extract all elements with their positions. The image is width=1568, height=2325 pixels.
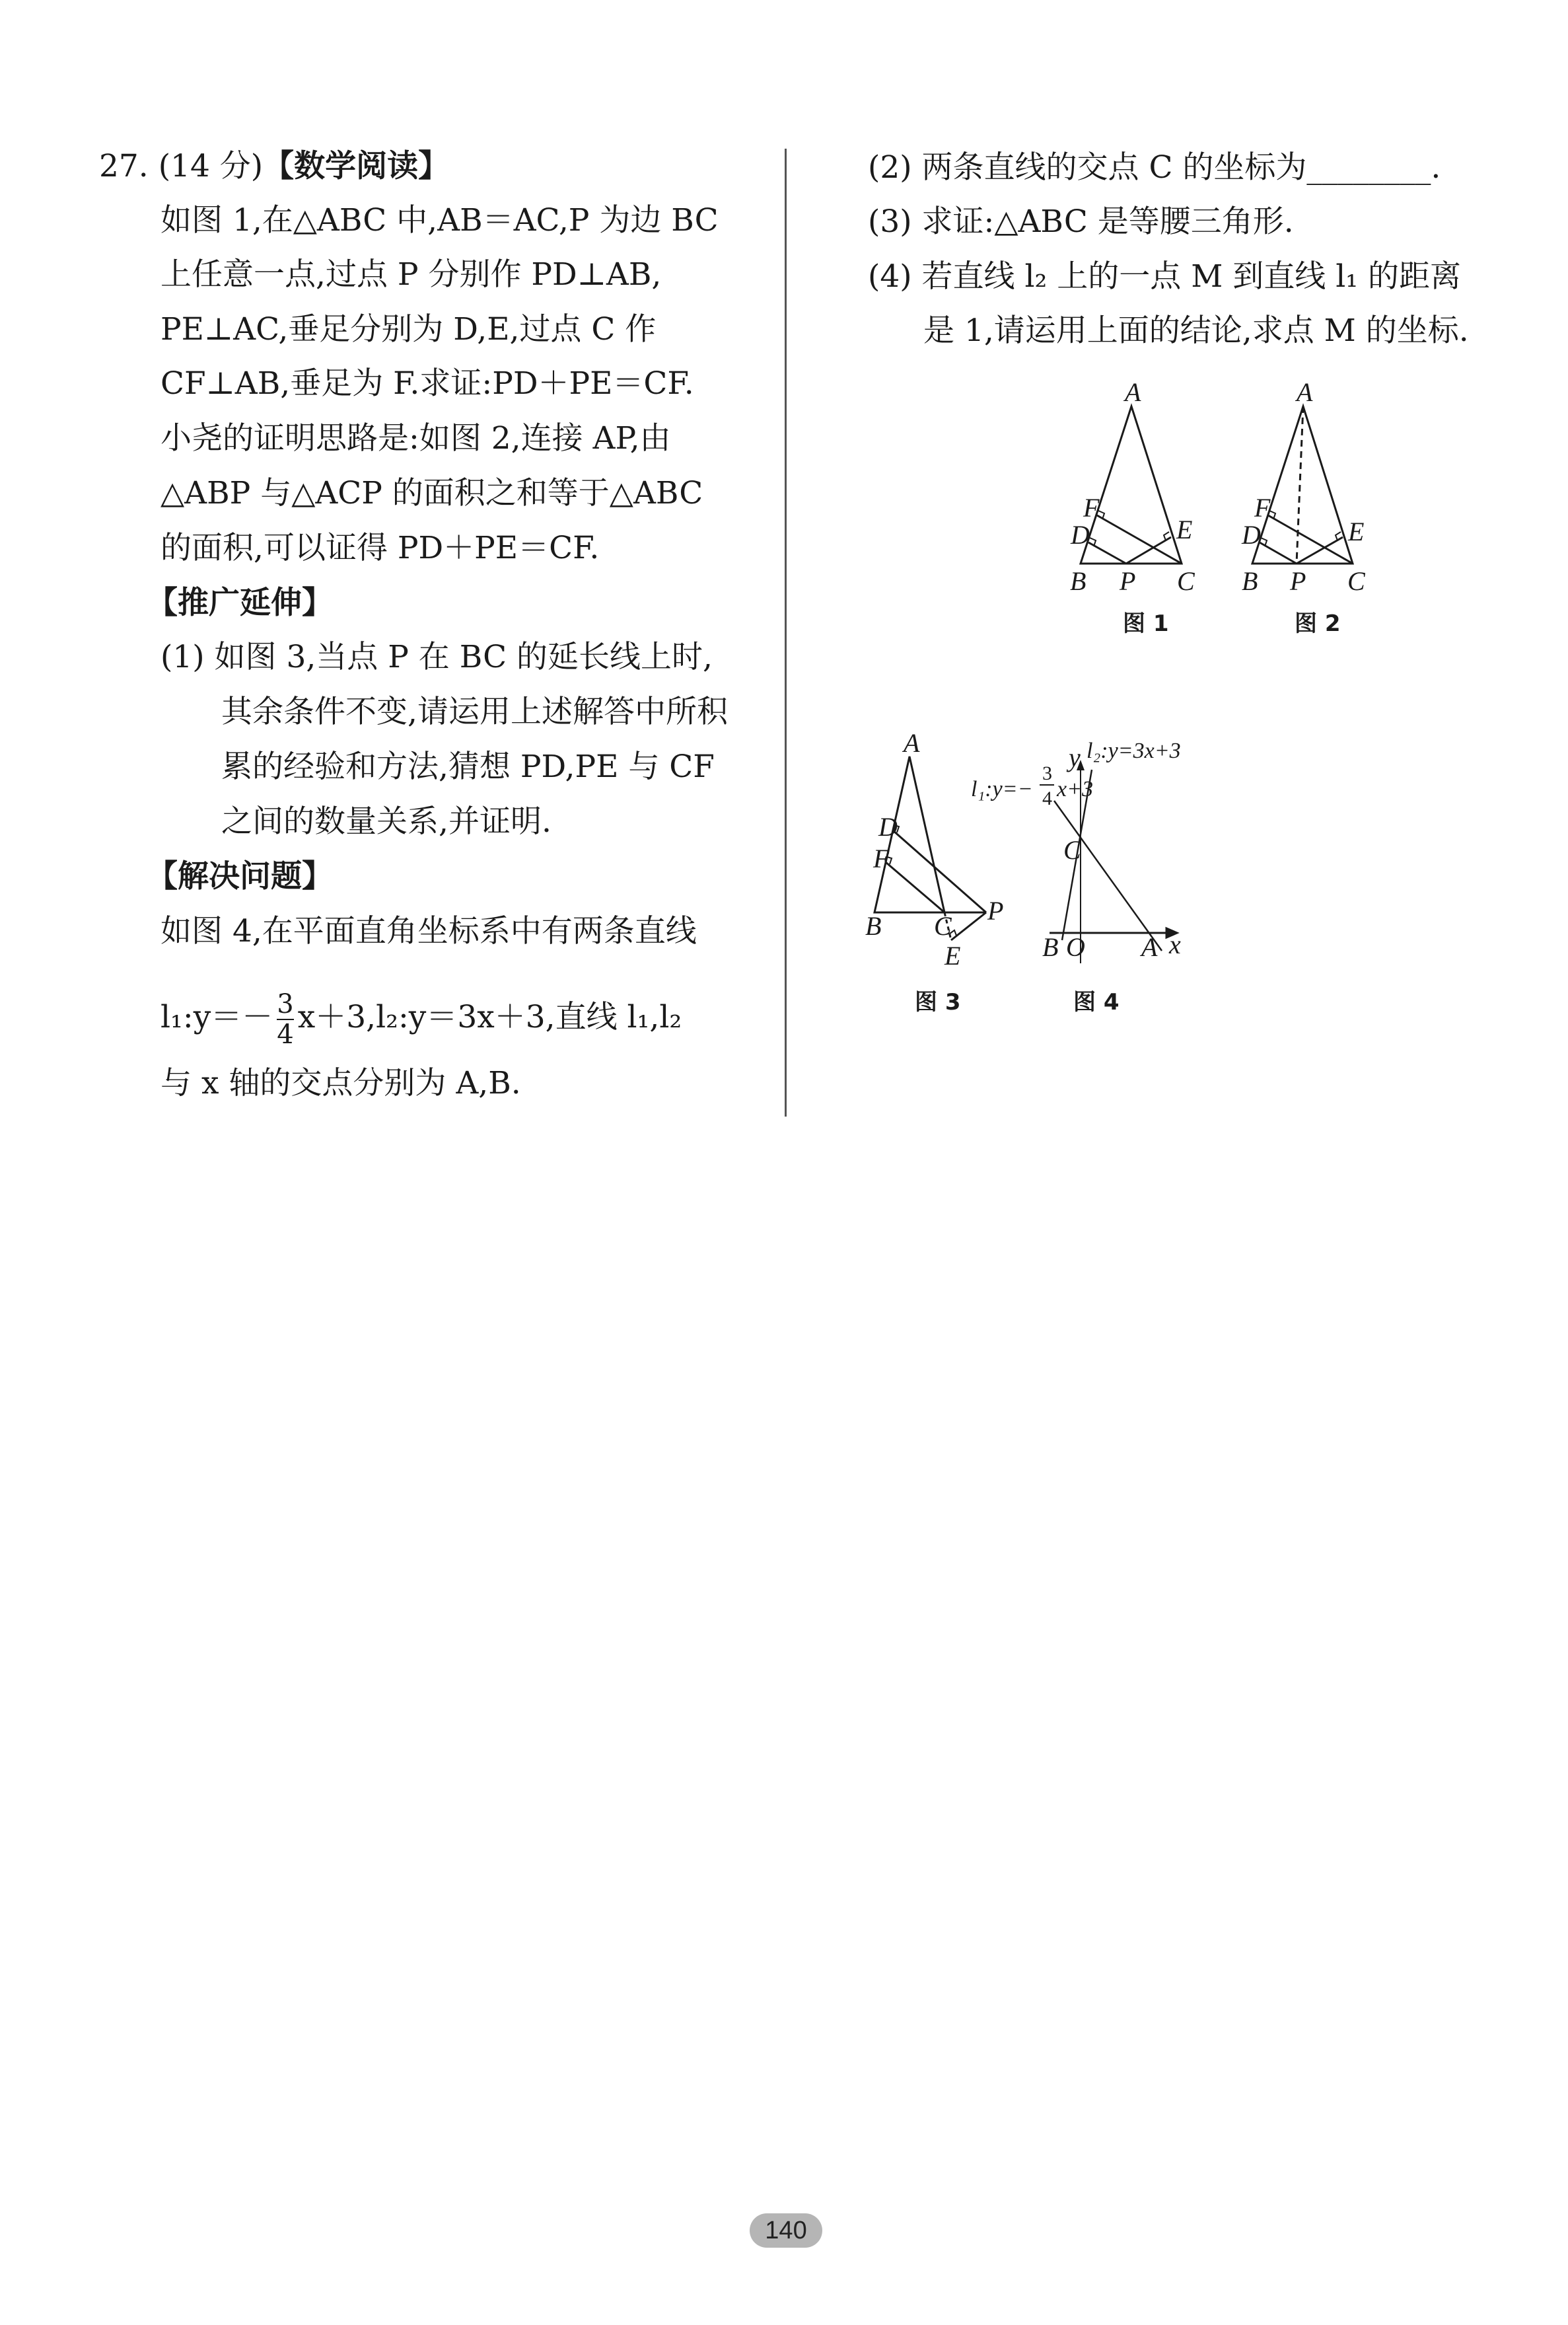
figure-2 [1252,406,1353,564]
label-l1-rest: x+3 [1057,777,1094,801]
text-line: 的面积,可以证得 PD＋PE＝CF. [160,530,600,566]
formula-l1: l₁:y＝－ [160,999,273,1035]
label-A: A [1297,377,1313,407]
label-C: C [1177,566,1195,596]
label-D: D [1242,520,1261,550]
label-E: E [1348,517,1365,546]
label-C: C [1063,835,1081,865]
text-line: 其余条件不变,请运用上述解答中所积 [221,694,728,730]
label-O: O [1066,932,1085,962]
label-y: y [1069,743,1081,772]
figure-3-caption: 图 3 [915,989,961,1015]
label-B: B [1042,932,1059,962]
label-l1-numerator: 3 [1042,762,1052,784]
section-math-reading: 【数学阅读】 [263,148,450,184]
section-extend: 【推广延伸】 [147,585,333,621]
fraction-numerator: 3 [277,989,294,1019]
question-3: (3) 求证:△ABC 是等腰三角形. [868,203,1294,240]
label-F: F [1254,493,1271,523]
label-E: E [1176,515,1193,544]
problem-number: 27. [99,148,149,184]
figure-4-caption: 图 4 [1073,989,1120,1015]
label-B: B [1242,566,1258,596]
label-l1: l₁:y=− [971,777,1033,801]
figure-1-caption: 图 1 [1123,610,1169,637]
section-solve: 【解决问题】 [147,858,333,895]
label-P: P [1290,566,1306,596]
question-4-cont: 是 1,请运用上面的结论,求点 M 的坐标. [923,313,1469,349]
label-l1-denominator: 4 [1042,788,1052,809]
figure-2-caption: 图 2 [1295,610,1341,637]
label-A: A [1141,932,1158,962]
label-A: A [1125,377,1141,407]
label-C: C [1347,566,1365,596]
page-number: 140 [750,2213,822,2248]
question-4: (4) 若直线 l₂ 上的一点 M 到直线 l₁ 的距离 [868,258,1462,295]
text-line: (1) 如图 3,当点 P 在 BC 的延长线上时, [160,639,713,675]
figure-1 [1081,406,1182,564]
figure-3 [874,757,986,940]
label-B: B [865,911,882,941]
label-x: x [1169,930,1181,959]
formula-rest: x＋3,l₂:y＝3x＋3,直线 l₁,l₂ [297,999,682,1035]
text-line: △ABP 与△ACP 的面积之和等于△ABC [160,475,703,511]
text-line: 之间的数量关系,并证明. [221,803,552,840]
fraction-denominator: 4 [277,1019,294,1050]
label-D: D [878,812,898,842]
text-line: 小尧的证明思路是:如图 2,连接 AP,由 [160,420,671,457]
label-E: E [944,941,961,971]
label-C: C [934,911,952,941]
text-line: PE⊥AC,垂足分别为 D,E,过点 C 作 [160,311,657,348]
label-P: P [1120,566,1136,596]
label-F: F [873,844,890,873]
text-line: 如图 1,在△ABC 中,AB＝AC,P 为边 BC [160,202,719,239]
text-line: CF⊥AB,垂足为 F.求证:PD＋PE＝CF. [160,365,694,402]
label-F: F [1083,493,1100,523]
text-line: 上任意一点,过点 P 分别作 PD⊥AB, [160,256,662,293]
label-A: A [904,728,920,758]
label-P: P [987,896,1004,926]
text-line: 累的经验和方法,猜想 PD,PE 与 CF [221,749,715,785]
problem-points: (14 分) [158,148,264,184]
label-l2: l₂:y=3x+3 [1087,739,1181,763]
question-2: (2) 两条直线的交点 C 的坐标为________. [868,149,1441,186]
label-D: D [1071,520,1090,550]
text-line: 如图 4,在平面直角坐标系中有两条直线 [160,913,697,949]
label-B: B [1070,566,1087,596]
text-line: 与 x 轴的交点分别为 A,B. [160,1065,521,1101]
